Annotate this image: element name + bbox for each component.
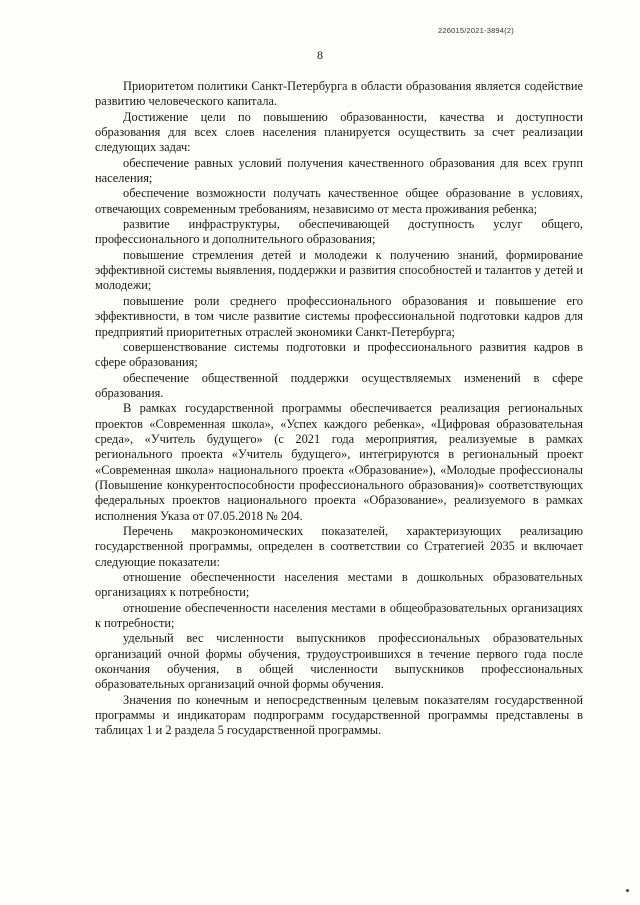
document-body — [95, 79, 583, 739]
page-number: 8 — [317, 48, 323, 62]
paragraph: Достижение цели по повышению образованности, качества и доступности образования для всех слоев населения планируется осуществить за счет реализации следующих задач: — [95, 109, 583, 155]
list-item: обеспечение равных условий получения качественного образования для всех групп населения; — [95, 155, 583, 186]
list-item: обеспечение возможности получать качественное общее образование в условиях, отвечающих современным требованиям, независимо от места проживания ребенка; — [95, 186, 583, 216]
list-item: удельный вес численности выпускников профессиональных образовательных организаций очной формы обучения, трудоустроившихся в течение первого года после окончания обучения, в общей численности выпускников профессиональных образовательных организаций очной формы обучения. — [95, 631, 583, 692]
list-item: отношение обеспеченности населения местами в общеобразовательных организациях к потребности; — [95, 600, 583, 631]
list-item: повышение стремления детей и молодежи к получению знаний, формирование эффективной системы выявления, поддержки и развития способностей и талантов у детей и молодежи; — [95, 247, 583, 293]
scan-artifact-dot — [626, 889, 629, 892]
list-item: отношение обеспеченности населения местами в дошкольных образовательных организациях к потребности; — [95, 570, 583, 600]
list-item: совершенствование системы подготовки и профессионального развития кадров в сфере образования; — [95, 339, 583, 370]
list-item: повышение роли среднего профессионального образования и повышение его эффективности, в том числе развитие системы профессиональной подготовки кадров для предприятий приоритетных отраслей экономики Санкт-Петербурга; — [95, 293, 583, 339]
paragraph: В рамках государственной программы обеспечивается реализация региональных проектов «Современная школа», «Успех каждого ребенка», «Цифровая образовательная среда», «Учитель будущего» (с 2021 года мероприятия, реализуемые в рамках регионального проекта «Учитель будущего», интегрируются в региональный проект «Современная школа» национального проекта «Образование»), «Молодые профессионалы (Повышение конкурентоспособности профессионального образования)» соответствующих федеральных проектов национального проекта «Образование», реализуемого в рамках исполнения Указа от 07.05.2018 № 204. — [95, 401, 583, 523]
paragraph: Значения по конечным и непосредственным целевым показателям государственной программы и индикаторам подпрограмм государственной программы представлены в таблицах 1 и 2 раздела 5 государственной программы. — [95, 692, 583, 738]
paragraph: Перечень макроэкономических показателей, характеризующих реализацию государственной программы, определен в соответствии со Стратегией 2035 и включает следующие показатели: — [95, 523, 583, 569]
paragraph: Приоритетом политики Санкт-Петербурга в области образования является содействие развитию человеческого капитала. — [95, 79, 583, 109]
list-item: обеспечение общественной поддержки осуществляемых изменений в сфере образования. — [95, 370, 583, 400]
document-registration-number: 226015/2021-3894(2) — [438, 26, 514, 35]
list-item: развитие инфраструктуры, обеспечивающей доступность услуг общего, профессионального и дополнительного образования; — [95, 217, 583, 247]
